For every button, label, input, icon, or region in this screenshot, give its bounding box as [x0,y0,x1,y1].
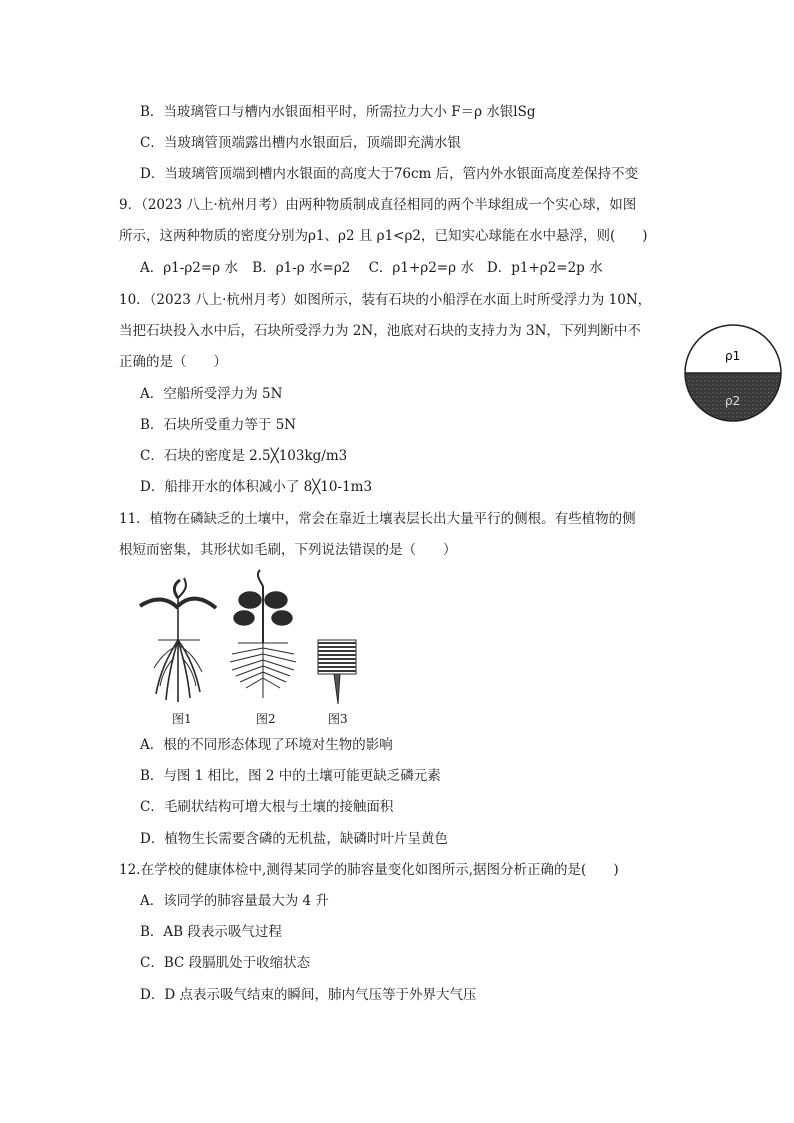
q12-option-a: A．该同学的肺容量最大为 4 升 [140,893,329,909]
q8-option-d: D．当玻璃管顶端到槽内水银面的高度大于76cm 后，管内外水银面高度差保持不变 [140,166,639,182]
figure-2-caption: 图2 [256,712,276,726]
q11-stem-line2: 根短而密集，其形状如毛刷，下列说法错误的是（ ） [119,542,457,558]
q11-option-d: D．植物生长需要含磷的无机盐，缺磷时叶片呈黄色 [140,831,448,847]
brush-root-illustration [318,640,356,704]
q12-option-b: B．AB 段表示吸气过程 [140,924,282,940]
figure-1-caption: 图1 [172,712,192,726]
q11-option-a: A．根的不同形态体现了环境对生物的影响 [140,737,393,753]
rho2-label: ρ2 [725,394,741,408]
q10-option-a: A．空船所受浮力为 5N [140,386,283,402]
two-hemisphere-sphere-figure [683,323,783,423]
q10-option-c: C．石块的密度是 2.5╳103kg/m3 [140,448,348,464]
q10-stem-line3: 正确的是（ ） [119,354,227,370]
q9-options [140,258,603,278]
q9-option-c: C．ρ1+ρ2=ρ 水 [368,260,474,276]
rho1-label: ρ1 [725,349,741,363]
q11-option-c: C．毛刷状结构可增大根与土壤的接触面积 [140,799,394,815]
q12-option-d: D．D 点表示吸气结束的瞬间，肺内气压等于外界大气压 [140,987,477,1003]
q9-option-b: B．ρ1-ρ 水=ρ2 [252,260,351,276]
q10-stem-line2: 当把石块投入水中后，石块所受浮力为 2N，池底对石块的支持力为 3N，下列判断中不 [119,323,641,339]
plant-1-illustration [140,578,216,702]
q10-stem-line1: 10．（2023 八上·杭州月考）如图所示，装有石块的小船浮在水面上时所受浮力为 10N， [119,292,652,308]
q10-option-b: B．石块所受重力等于 5N [140,417,297,433]
plant-2-illustration [230,570,296,698]
q8-option-b: B．当玻璃管口与槽内水银面相平时，所需拉力大小 F＝ρ 水银lSg [140,104,536,120]
q8-option-c: C．当玻璃管顶端露出槽内水银面后，顶端即充满水银 [140,135,461,151]
q11-option-b: B．与图 1 相比，图 2 中的土壤可能更缺乏磷元素 [140,768,441,784]
plant-roots-figure [138,568,368,708]
q9-option-a: A．ρ1-ρ2=ρ 水 [140,260,238,276]
figure-3-caption: 图3 [328,712,348,726]
q10-option-d: D．船排开水的体积减小了 8╳10-1m3 [140,479,373,495]
q9-stem-line2: 所示，这两种物质的密度分别为ρ1、ρ2 且 ρ1<ρ2，已知实心球能在水中悬浮，则( ) [119,228,648,244]
q12-option-c: C．BC 段膈肌处于收缩状态 [140,955,311,971]
q9-option-d: D．p1+ρ2=2p 水 [486,260,603,276]
q11-stem-line1: 11．植物在磷缺乏的土壤中，常会在靠近土壤表层长出大量平行的侧根。有些植物的侧 [119,511,636,527]
q12-stem: 12.在学校的健康体检中,测得某同学的肺容量变化如图所示,据图分析正确的是( ) [119,862,619,878]
q9-stem-line1: 9．（2023 八上·杭州月考）由两种物质制成直径相同的两个半球组成一个实心球，如图 [119,197,637,213]
